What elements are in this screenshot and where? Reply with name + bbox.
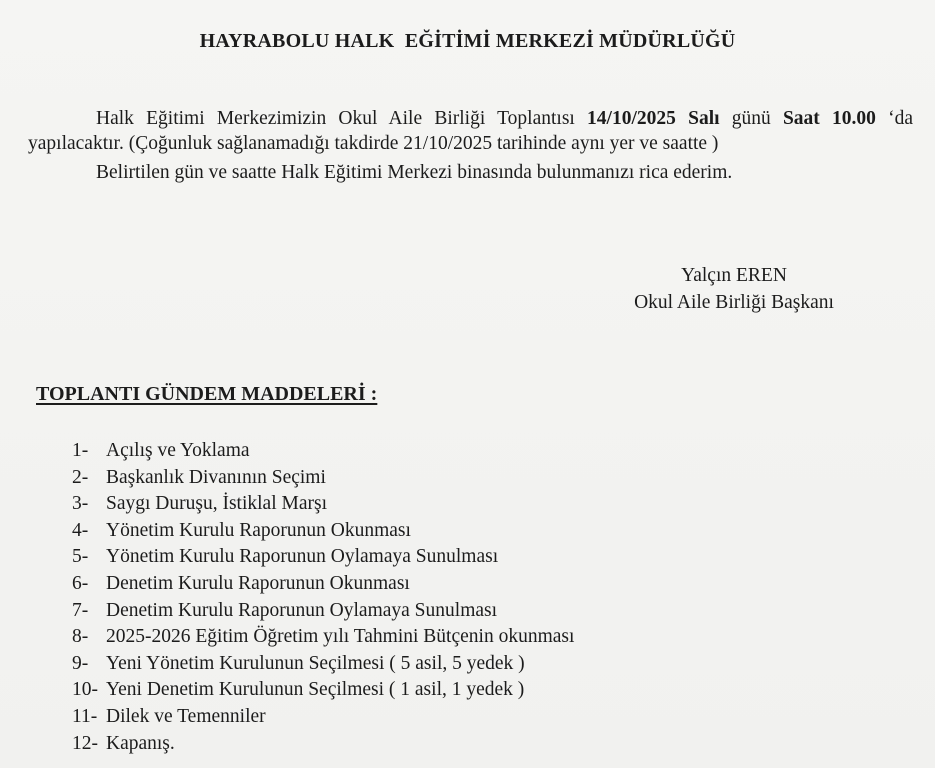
agenda-item-number: 9- [72, 652, 89, 674]
agenda-item-text: Yönetim Kurulu Raporunun Okunması [106, 519, 411, 541]
agenda-item-number: 8- [72, 626, 89, 648]
agenda-item-number: 6- [72, 572, 89, 594]
agenda-item [72, 624, 574, 651]
agenda-item [72, 677, 574, 704]
agenda-item [72, 465, 574, 492]
agenda-item-number: 2- [72, 466, 89, 488]
agenda-item [72, 651, 574, 678]
paragraph-text-end: ‘da yapılacaktır. (Çoğunluk sağlanamadığı takdirde 21/10/2025 tarihinde aynı yer ve saatte ) [28, 108, 914, 154]
agenda-item-text: Açılış ve Yoklama [106, 440, 250, 461]
agenda-item [72, 438, 574, 465]
agenda-item [72, 731, 574, 758]
agenda-item-text: Dilek ve Temenniler [106, 705, 266, 727]
agenda-item-text: 2025-2026 Eğitim Öğretim yılı Tahmini Bütçenin okunması [106, 626, 575, 648]
agenda-item-text: Başkanlık Divanının Seçimi [106, 466, 326, 488]
signatory-role: Okul Aile Birliği Başkanı [634, 292, 834, 313]
agenda-item-text: Yönetim Kurulu Raporunun Oylamaya Sunulması [106, 546, 499, 568]
agenda-list [72, 438, 574, 757]
signature-block [604, 262, 864, 316]
meeting-date: 14/10/2025 Salı [587, 108, 720, 129]
announcement-paragraph-2: Belirtilen gün ve saatte Halk Eğitimi Merkezi binasında bulunmanızı rica ederim. [96, 162, 733, 183]
announcement-paragraph-1 [28, 106, 913, 156]
agenda-item-text: Yeni Yönetim Kurulunun Seçilmesi ( 5 asil, 5 yedek ) [106, 652, 525, 674]
agenda-item [72, 571, 574, 598]
paragraph-text-start: Halk Eğitimi Merkezimizin Okul Aile Birliği Toplantısı [96, 108, 588, 129]
agenda-item [72, 704, 574, 731]
agenda-item-number: 1- [72, 440, 89, 461]
agenda-item-text: Yeni Denetim Kurulunun Seçilmesi ( 1 asil, 1 yedek ) [106, 679, 525, 701]
announcement-body [28, 106, 913, 185]
agenda-heading: TOPLANTI GÜNDEM MADDELERİ : [36, 383, 378, 405]
agenda-item [72, 544, 574, 571]
agenda-item-number: 5- [72, 546, 89, 568]
agenda-item-text: Saygı Duruşu, İstiklal Marşı [106, 493, 327, 515]
agenda-item-number: 12- [72, 732, 98, 754]
document-title: HAYRABOLU HALK EĞİTİMİ MERKEZİ MÜDÜRLÜĞÜ [199, 30, 736, 52]
agenda-item-number: 7- [72, 599, 89, 621]
agenda-item [72, 491, 574, 518]
paragraph-text-middle: günü [719, 108, 783, 129]
agenda-item-number: 11- [72, 705, 98, 727]
agenda-item-number: 4- [72, 519, 89, 541]
meeting-time: Saat 10.00 [782, 108, 876, 129]
agenda-item [72, 598, 574, 625]
agenda-item-number: 3- [72, 493, 89, 515]
agenda-item-number: 10- [72, 679, 98, 701]
agenda-item [72, 518, 574, 545]
agenda-item-text: Kapanış. [106, 732, 175, 754]
signatory-name: Yalçın EREN [681, 265, 787, 286]
agenda-item-text: Denetim Kurulu Raporunun Okunması [106, 572, 410, 594]
agenda-item-text: Denetim Kurulu Raporunun Oylamaya Sunulması [106, 599, 498, 621]
